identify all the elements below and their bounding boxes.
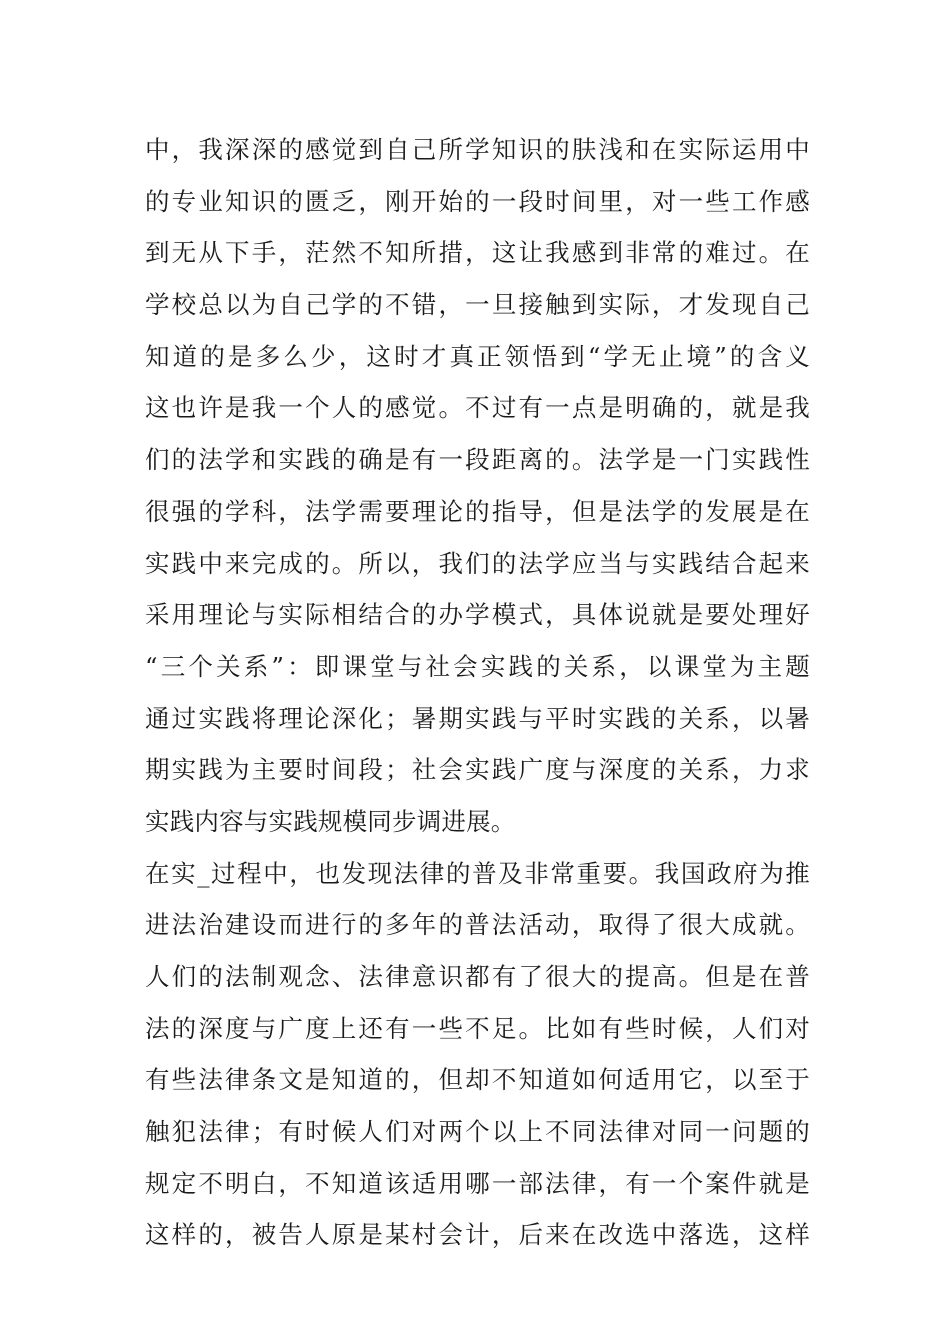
text-line: 的专业知识的匮乏，刚开始的一段时间里，对一些工作感 [145,186,810,216]
text-line: 很强的学科，法学需要理论的指导，但是法学的发展是在 [145,496,810,526]
text-line: 期实践为主要时间段；社会实践广度与深度的关系，力求 [145,755,810,785]
text-line: 学校总以为自己学的不错，一旦接触到实际，才发现自己 [145,290,810,320]
text-line: “三个关系”：即课堂与社会实践的关系，以课堂为主题 [145,651,810,681]
text-line: 通过实践将理论深化；暑期实践与平时实践的关系，以暑 [145,703,810,733]
text-line: 中，我深深的感觉到自己所学知识的肤浅和在实际运用中 [145,135,810,164]
text-line: 采用理论与实际相结合的办学模式，具体说就是要处理好 [145,600,810,630]
text-line: 到无从下手，茫然不知所措，这让我感到非常的难过。在 [145,238,810,268]
text-line: 法的深度与广度上还有一些不足。比如有些时候，人们对 [145,1013,810,1043]
text-line: 触犯法律；有时候人们对两个以上不同法律对同一问题的 [145,1117,810,1147]
text-line: 这样的，被告人原是某村会计，后来在改选中落选，这样 [145,1220,810,1250]
text-line: 在实_过程中，也发现法律的普及非常重要。我国政府为推 [145,858,810,888]
text-line: 知道的是多么少，这时才真正领悟到“学无止境”的含义 [145,341,810,371]
paragraph [145,848,810,1262]
text-line: 这也许是我一个人的感觉。不过有一点是明确的，就是我 [145,393,810,423]
text-line: 有些法律条文是知道的，但却不知道如何适用它，以至于 [145,1065,810,1095]
text-line: 实践中来完成的。所以，我们的法学应当与实践结合起来 [145,548,810,578]
text-line: 们的法学和实践的确是有一段距离的。法学是一门实践性 [145,445,810,475]
body-text [145,124,810,1261]
text-line: 实践内容与实践规模同步调进展。 [145,806,516,836]
text-line: 进法治建设而进行的多年的普法活动，取得了很大成就。 [145,910,810,940]
text-line: 人们的法制观念、法律意识都有了很大的提高。但是在普 [145,962,810,991]
text-line: 规定不明白，不知道该适用哪一部法律，有一个案件就是 [145,1168,810,1198]
paragraph [145,124,810,848]
